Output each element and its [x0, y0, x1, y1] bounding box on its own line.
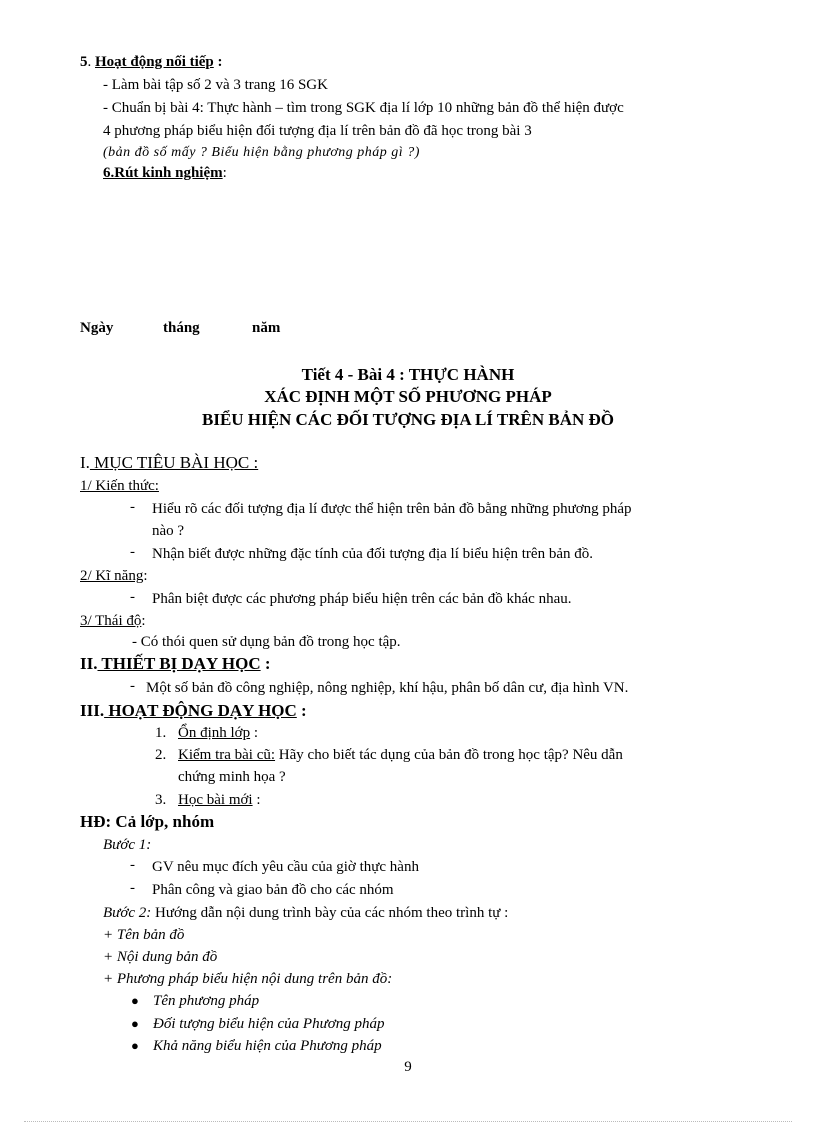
thaido-colon: :	[141, 613, 146, 629]
kienthuc-item-1-cont: nào ?	[152, 523, 185, 539]
step-3-label: Học bài mới	[178, 792, 253, 808]
lesson-title-2: XÁC ĐỊNH MỘT SỐ PHƯƠNG PHÁP	[264, 387, 552, 406]
step-1-label: Ổn định lớp	[178, 725, 251, 741]
lesson-title-3: BIỂU HIỆN CÁC ĐỐI TƯỢNG ĐỊA LÍ TRÊN BẢN ĐỒ	[201, 410, 614, 429]
part-2-label: THIẾT BỊ DẠY HỌC	[97, 654, 261, 673]
section-5-number: 5	[80, 54, 88, 70]
step-2	[155, 745, 623, 765]
buoc2-label: Bước 2:	[103, 905, 152, 921]
buoc1-item-2: Phân công và giao bản đồ cho các nhóm	[152, 882, 394, 898]
section-6-colon: :	[222, 165, 227, 181]
section-5-label: Hoạt động nối tiếp	[95, 54, 214, 70]
section-5-colon: :	[213, 54, 223, 70]
step-3-num: 3.	[155, 792, 167, 808]
step-2-cont: chứng minh họa ?	[178, 769, 286, 785]
part-2-item-1: Một số bản đồ công nghiệp, nông nghiệp, khí hậu, phân bố dân cư, địa hình VN.	[146, 680, 629, 696]
date-thang: tháng	[163, 320, 200, 336]
kinang-colon: :	[143, 568, 148, 584]
dash-marker: -	[130, 589, 135, 605]
section-5-heading: 5. Hoạt động nối tiếp :	[80, 54, 223, 70]
kienthuc-item-1: Hiểu rõ các đối tượng địa lí được thể hiện trên bản đồ bằng những phương pháp	[152, 501, 632, 517]
part-2-prefix: II.	[80, 654, 98, 673]
bullet-item-1: Tên phương pháp	[153, 993, 260, 1009]
sec5-item-3: 4 phương pháp biểu hiện đối tượng địa lí trên bản đồ đã học trong bài 3	[103, 123, 532, 139]
kienthuc-item-2: Nhận biết được những đặc tính của đối tượng địa lí biểu hiện trên bản đồ.	[152, 546, 593, 562]
bullet-item-3: Khả năng biểu hiện của Phương pháp	[153, 1038, 382, 1054]
dash-marker: -	[130, 544, 135, 560]
step-1	[155, 723, 258, 743]
part-3-colon: :	[296, 701, 307, 720]
dash-marker: -	[130, 880, 135, 896]
dash-marker: -	[130, 678, 135, 694]
step-2-label: Kiểm tra bài cũ:	[178, 747, 276, 763]
buoc1-label: Bước 1:	[103, 837, 152, 853]
bullet-icon: ●	[131, 993, 139, 1008]
date-ngay: Ngày	[80, 320, 114, 336]
sec5-item-2: - Chuẩn bị bài 4: Thực hành – tìm trong SGK địa lí lớp 10 những bản đồ thể hiện được	[103, 100, 624, 116]
lesson-title-1: Tiết 4 - Bài 4 : THỰC HÀNH	[301, 365, 515, 384]
part-1-heading	[80, 453, 258, 473]
plus-item-3: + Phương pháp biểu hiện nội dung trên bản đồ:	[103, 971, 393, 987]
kinang-label: 2/ Kĩ năng	[80, 568, 144, 584]
plus-item-2: + Nội dung bản đồ	[103, 949, 218, 965]
part-3-heading	[80, 701, 307, 721]
buoc2-text: Hướng dẫn nội dung trình bày của các nhóm theo trình tự :	[151, 905, 509, 921]
hd-heading: HĐ: Cả lớp, nhóm	[80, 812, 215, 831]
step-1-num: 1.	[155, 725, 167, 741]
part-1-label: MỤC TIÊU BÀI HỌC :	[89, 453, 259, 472]
page-number: 9	[404, 1059, 412, 1075]
part-3-label: HOẠT ĐỘNG DẠY HỌC	[104, 701, 297, 720]
bullet-icon: ●	[131, 1016, 139, 1031]
sec5-note: (bản đồ số mấy ? Biểu hiện bằng phương pháp gì ?)	[103, 145, 420, 160]
step-3	[155, 790, 261, 810]
kienthuc-heading: 1/ Kiến thức:	[80, 478, 159, 494]
date-nam: năm	[252, 320, 281, 336]
step-2-num: 2.	[155, 747, 167, 763]
dash-marker: -	[130, 857, 135, 873]
thaido-item-1: - Có thói quen sử dụng bản đồ trong học tập.	[132, 634, 401, 650]
step-2-rest: Hãy cho biết tác dụng của bản đồ trong học tập? Nêu dẫn	[275, 747, 623, 763]
bullet-item-2: Đối tượng biểu hiện của Phương pháp	[153, 1016, 385, 1032]
kinang-heading	[80, 566, 148, 586]
buoc2-line	[103, 903, 508, 923]
step-3-rest: :	[252, 792, 261, 808]
bullet-icon: ●	[131, 1038, 139, 1053]
part-3-prefix: III.	[80, 701, 105, 720]
page-footer-rule	[24, 1121, 792, 1122]
part-1-prefix: I.	[80, 453, 90, 472]
part-2-heading	[80, 654, 271, 674]
buoc1-item-1: GV nêu mục đích yêu cầu của giờ thực hành	[152, 859, 419, 875]
sec5-item-1: - Làm bài tập số 2 và 3 trang 16 SGK	[103, 77, 328, 93]
thaido-label: 3/ Thái độ	[80, 613, 142, 629]
kinang-item-1: Phân biệt được các phương pháp biểu hiện trên các bản đồ khác nhau.	[152, 591, 572, 607]
section-6-heading	[103, 163, 227, 183]
dash-marker: -	[130, 499, 135, 515]
section-6-label: 6.Rút kinh nghiệm	[103, 165, 223, 181]
thaido-heading	[80, 611, 146, 631]
step-1-rest: :	[250, 725, 259, 741]
part-2-colon: :	[260, 654, 271, 673]
plus-item-1: + Tên bản đồ	[103, 927, 185, 943]
